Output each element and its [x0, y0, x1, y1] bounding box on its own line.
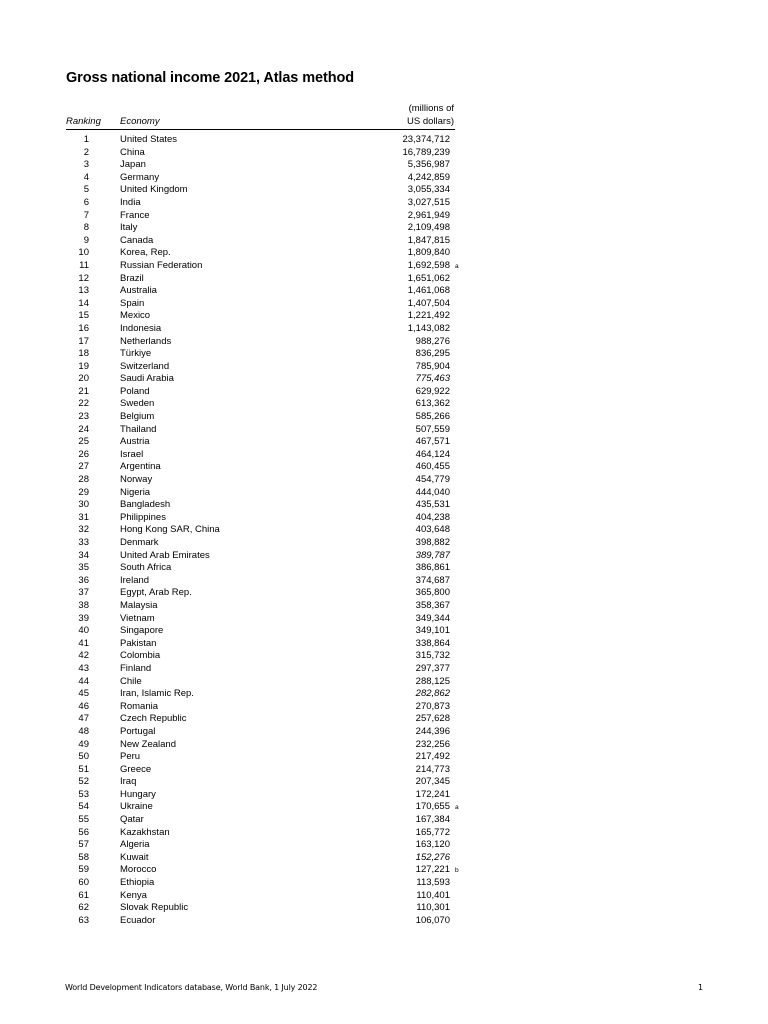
row-rank: 60: [78, 877, 89, 889]
row-value: 163,120: [415, 839, 450, 851]
row-economy: New Zealand: [120, 738, 176, 750]
row-rank: 5: [83, 184, 89, 196]
row-rank: 29: [78, 486, 89, 498]
row-rank: 18: [78, 348, 89, 360]
row-rank: 27: [78, 461, 89, 473]
row-economy: Thailand: [120, 423, 157, 435]
row-value: 315,732: [415, 650, 450, 662]
table-row: [0, 273, 768, 286]
row-economy: Indonesia: [120, 322, 162, 334]
row-footnote-marker: a: [455, 804, 459, 812]
row-value: 785,904: [415, 360, 450, 372]
table-row: [0, 537, 768, 550]
row-economy: Portugal: [120, 725, 156, 737]
row-economy: Netherlands: [120, 335, 172, 347]
row-value: 214,773: [415, 763, 450, 775]
table-row: [0, 298, 768, 311]
table-row: [0, 663, 768, 676]
row-economy: Iran, Islamic Rep.: [120, 688, 194, 700]
row-value: 170,655: [415, 801, 450, 813]
table-row: [0, 461, 768, 474]
row-rank: 47: [78, 713, 89, 725]
table-row: [0, 613, 768, 626]
table-row: [0, 361, 768, 374]
table-row: [0, 172, 768, 185]
row-value: 1,221,492: [407, 310, 450, 322]
row-rank: 23: [78, 411, 89, 423]
row-value: 435,531: [415, 499, 450, 511]
row-value: 507,559: [415, 423, 450, 435]
row-value: 386,861: [415, 562, 450, 574]
table-row: [0, 348, 768, 361]
row-value: 110,401: [416, 889, 450, 901]
table-row: [0, 524, 768, 537]
row-rank: 61: [78, 889, 89, 901]
table-row: [0, 801, 768, 814]
row-economy: Iraq: [120, 776, 137, 788]
row-rank: 49: [78, 738, 89, 750]
table-row: [0, 373, 768, 386]
ranking-column-header: Ranking: [66, 116, 101, 127]
row-economy: Morocco: [120, 864, 157, 876]
row-value: 217,492: [415, 751, 450, 763]
row-economy: Egypt, Arab Rep.: [120, 587, 192, 599]
row-economy: Sweden: [120, 398, 155, 410]
row-rank: 44: [78, 675, 89, 687]
table-row: [0, 864, 768, 877]
row-value: 288,125: [415, 675, 450, 687]
page-number: 1: [698, 983, 704, 992]
row-value: 3,027,515: [407, 196, 450, 208]
row-rank: 41: [78, 637, 89, 649]
row-value: 1,809,840: [407, 247, 450, 259]
row-value: 988,276: [415, 335, 450, 347]
row-value: 365,800: [415, 587, 450, 599]
row-value: 389,787: [415, 549, 450, 561]
row-rank: 24: [78, 423, 89, 435]
row-economy: China: [120, 146, 145, 158]
row-economy: Chile: [120, 675, 142, 687]
row-economy: South Africa: [120, 562, 172, 574]
row-value: 127,221: [415, 864, 450, 876]
table-row: [0, 310, 768, 323]
row-value: 467,571: [415, 436, 450, 448]
row-economy: Germany: [120, 171, 160, 183]
table-row: [0, 134, 768, 147]
row-economy: Kuwait: [120, 851, 149, 863]
row-rank: 26: [78, 448, 89, 460]
row-rank: 6: [83, 196, 89, 208]
row-economy: Hungary: [120, 788, 156, 800]
row-economy: Russian Federation: [120, 259, 203, 271]
table-row: [0, 751, 768, 764]
row-rank: 30: [78, 499, 89, 511]
row-economy: Nigeria: [120, 486, 151, 498]
row-rank: 42: [78, 650, 89, 662]
row-rank: 48: [78, 725, 89, 737]
table-row: [0, 247, 768, 260]
row-economy: Peru: [120, 751, 141, 763]
table-row: [0, 512, 768, 525]
row-value: 23,374,712: [402, 134, 450, 145]
row-value: 257,628: [415, 713, 450, 725]
row-economy: Philippines: [120, 511, 166, 523]
row-rank: 13: [78, 285, 89, 297]
row-value: 460,455: [415, 461, 450, 473]
row-value: 1,407,504: [407, 297, 450, 309]
row-value: 464,124: [415, 448, 450, 460]
row-value: 232,256: [415, 738, 450, 750]
row-rank: 62: [78, 902, 89, 914]
table-row: [0, 260, 768, 273]
row-economy: Brazil: [120, 272, 144, 284]
row-value: 585,266: [415, 411, 450, 423]
row-value: 113,593: [416, 877, 450, 889]
row-value: 404,238: [415, 511, 450, 523]
row-value: 172,241: [415, 788, 450, 800]
row-value: 1,143,082: [407, 322, 450, 334]
table-row: [0, 915, 768, 928]
row-rank: 43: [78, 662, 89, 674]
row-rank: 45: [78, 688, 89, 700]
row-rank: 12: [78, 272, 89, 284]
row-rank: 63: [78, 914, 89, 926]
row-economy: Spain: [120, 297, 145, 309]
row-economy: Colombia: [120, 650, 161, 662]
table-row: [0, 222, 768, 235]
row-rank: 7: [83, 209, 89, 221]
row-rank: 35: [78, 562, 89, 574]
row-value: 349,101: [415, 625, 450, 637]
table-row: [0, 789, 768, 802]
row-footnote-marker: a: [455, 262, 459, 270]
table-row: [0, 436, 768, 449]
row-value: 349,344: [415, 612, 450, 624]
row-rank: 54: [78, 801, 89, 813]
table-row: [0, 625, 768, 638]
footer-source: World Development Indicators database, World Bank, 1 July 2022: [65, 983, 318, 992]
row-value: 1,461,068: [407, 285, 450, 297]
row-economy: Japan: [120, 159, 146, 171]
row-economy: United Arab Emirates: [120, 549, 210, 561]
row-economy: Greece: [120, 763, 152, 775]
row-rank: 33: [78, 537, 89, 548]
row-value: 836,295: [415, 348, 450, 360]
row-footnote-marker: b: [455, 867, 459, 875]
row-economy: Pakistan: [120, 637, 157, 649]
row-value: 374,687: [415, 574, 450, 586]
row-rank: 59: [78, 864, 89, 876]
table-row: [0, 877, 768, 890]
row-rank: 11: [79, 259, 89, 271]
row-rank: 58: [78, 851, 89, 863]
unit-header-line2: US dollars): [407, 115, 454, 127]
row-rank: 57: [78, 839, 89, 851]
table-row: [0, 839, 768, 852]
row-economy: France: [120, 209, 150, 221]
row-economy: Ukraine: [120, 801, 153, 813]
table-row: [0, 890, 768, 903]
row-rank: 16: [78, 322, 89, 334]
row-value: 454,779: [415, 474, 450, 486]
row-economy: Malaysia: [120, 599, 158, 611]
table-row: [0, 814, 768, 827]
row-economy: Mexico: [120, 310, 151, 322]
row-value: 152,276: [415, 851, 450, 863]
table-row: [0, 638, 768, 651]
row-economy: Canada: [120, 234, 154, 246]
row-value: 1,847,815: [407, 234, 450, 246]
table-row: [0, 600, 768, 613]
table-row: [0, 336, 768, 349]
row-economy: India: [120, 196, 141, 208]
row-economy: United Kingdom: [120, 184, 188, 196]
row-economy: Italy: [120, 222, 138, 234]
row-rank: 56: [78, 826, 89, 838]
row-value: 5,356,987: [407, 159, 450, 171]
row-rank: 9: [83, 234, 89, 246]
row-rank: 52: [78, 776, 89, 788]
table-row: [0, 386, 768, 399]
row-rank: 51: [78, 763, 89, 775]
table-row: [0, 499, 768, 512]
row-rank: 17: [78, 335, 89, 347]
row-value: 403,648: [415, 524, 450, 536]
row-value: 4,242,859: [407, 171, 450, 183]
row-economy: Argentina: [120, 461, 161, 473]
unit-header: [380, 103, 454, 128]
row-value: 1,692,598: [407, 259, 450, 271]
page-title: Gross national income 2021, Atlas method: [66, 70, 354, 86]
row-value: 165,772: [415, 826, 450, 838]
table-row: [0, 285, 768, 298]
row-economy: Bangladesh: [120, 499, 171, 511]
table-row: [0, 688, 768, 701]
row-rank: 32: [78, 524, 89, 536]
row-rank: 36: [78, 574, 89, 586]
row-value: 775,463: [415, 373, 450, 385]
table-row: [0, 449, 768, 462]
row-economy: Czech Republic: [120, 713, 187, 725]
table-row: [0, 550, 768, 563]
table-row: [0, 764, 768, 777]
row-economy: Belgium: [120, 411, 155, 423]
row-rank: 39: [78, 612, 89, 624]
row-rank: 37: [78, 587, 89, 599]
header-divider: [66, 129, 455, 130]
row-economy: Korea, Rep.: [120, 247, 171, 259]
row-economy: Algeria: [120, 839, 150, 851]
row-economy: Norway: [120, 474, 153, 486]
row-value: 2,109,498: [407, 222, 450, 234]
table-row: [0, 852, 768, 865]
row-rank: 19: [78, 360, 89, 372]
row-rank: 15: [78, 310, 89, 322]
row-rank: 25: [78, 436, 89, 448]
row-economy: Romania: [120, 700, 159, 712]
table-row: [0, 147, 768, 160]
row-economy: Kenya: [120, 889, 147, 901]
row-value: 1,651,062: [407, 272, 450, 284]
row-economy: Australia: [120, 285, 157, 297]
table-row: [0, 827, 768, 840]
row-rank: 46: [78, 700, 89, 712]
row-rank: 8: [83, 222, 89, 234]
row-value: 106,070: [415, 914, 450, 926]
row-value: 244,396: [415, 725, 450, 737]
table-row: [0, 474, 768, 487]
row-economy: Qatar: [120, 814, 144, 826]
row-rank: 22: [78, 398, 89, 410]
row-rank: 4: [83, 171, 89, 183]
row-economy: Kazakhstan: [120, 826, 170, 838]
row-value: 16,789,239: [402, 146, 450, 158]
table-row: [0, 210, 768, 223]
row-value: 207,345: [415, 776, 450, 788]
table-row: [0, 197, 768, 210]
row-value: 613,362: [415, 398, 450, 410]
row-economy: Singapore: [120, 625, 164, 637]
table-row: [0, 575, 768, 588]
table-row: [0, 424, 768, 437]
row-rank: 31: [78, 511, 89, 523]
row-rank: 38: [78, 599, 89, 611]
row-rank: 50: [78, 751, 89, 763]
row-rank: 20: [78, 373, 89, 385]
row-value: 338,864: [415, 637, 450, 649]
unit-header-line1: (millions of: [408, 103, 454, 114]
table-row: [0, 676, 768, 689]
table-row: [0, 739, 768, 752]
table-row: [0, 323, 768, 336]
row-economy: United States: [120, 134, 178, 145]
row-rank: 53: [78, 788, 89, 800]
row-rank: 1: [83, 134, 89, 145]
row-economy: Ethiopia: [120, 877, 155, 889]
row-economy: Denmark: [120, 537, 159, 548]
row-value: 3,055,334: [407, 184, 450, 196]
row-economy: Poland: [120, 385, 150, 397]
table-row: [0, 235, 768, 248]
table-row: [0, 650, 768, 663]
row-rank: 55: [78, 814, 89, 826]
row-economy: Ireland: [120, 574, 150, 586]
row-economy: Switzerland: [120, 360, 170, 372]
row-economy: Israel: [120, 448, 144, 460]
table-row: [0, 411, 768, 424]
row-value: 629,922: [415, 385, 450, 397]
row-economy: Türkiye: [120, 348, 152, 360]
row-economy: Finland: [120, 662, 152, 674]
row-rank: 3: [83, 159, 89, 171]
row-value: 398,882: [415, 537, 450, 548]
table-row: [0, 726, 768, 739]
row-value: 270,873: [415, 700, 450, 712]
row-economy: Ecuador: [120, 914, 156, 926]
row-value: 282,862: [415, 688, 450, 700]
table-row: [0, 487, 768, 500]
row-value: 110,301: [416, 902, 450, 914]
table-row: [0, 562, 768, 575]
table-row: [0, 713, 768, 726]
row-rank: 28: [78, 474, 89, 486]
row-rank: 21: [78, 385, 89, 397]
row-value: 167,384: [415, 814, 450, 826]
table-row: [0, 184, 768, 197]
table-row: [0, 902, 768, 915]
row-rank: 34: [78, 549, 89, 561]
row-rank: 40: [78, 625, 89, 637]
table-row: [0, 701, 768, 714]
row-economy: Austria: [120, 436, 150, 448]
economy-column-header: Economy: [120, 116, 160, 127]
table-row: [0, 587, 768, 600]
row-value: 297,377: [415, 662, 450, 674]
row-rank: 10: [78, 247, 89, 259]
row-value: 358,367: [415, 599, 450, 611]
row-rank: 2: [83, 146, 89, 158]
row-economy: Slovak Republic: [120, 902, 189, 914]
row-economy: Vietnam: [120, 612, 155, 624]
table-row: [0, 398, 768, 411]
row-economy: Hong Kong SAR, China: [120, 524, 220, 536]
row-value: 2,961,949: [407, 209, 450, 221]
row-economy: Saudi Arabia: [120, 373, 174, 385]
ranking-table: [0, 134, 768, 927]
row-rank: 14: [78, 297, 89, 309]
table-row: [0, 776, 768, 789]
row-value: 444,040: [415, 486, 450, 498]
table-row: [0, 159, 768, 172]
